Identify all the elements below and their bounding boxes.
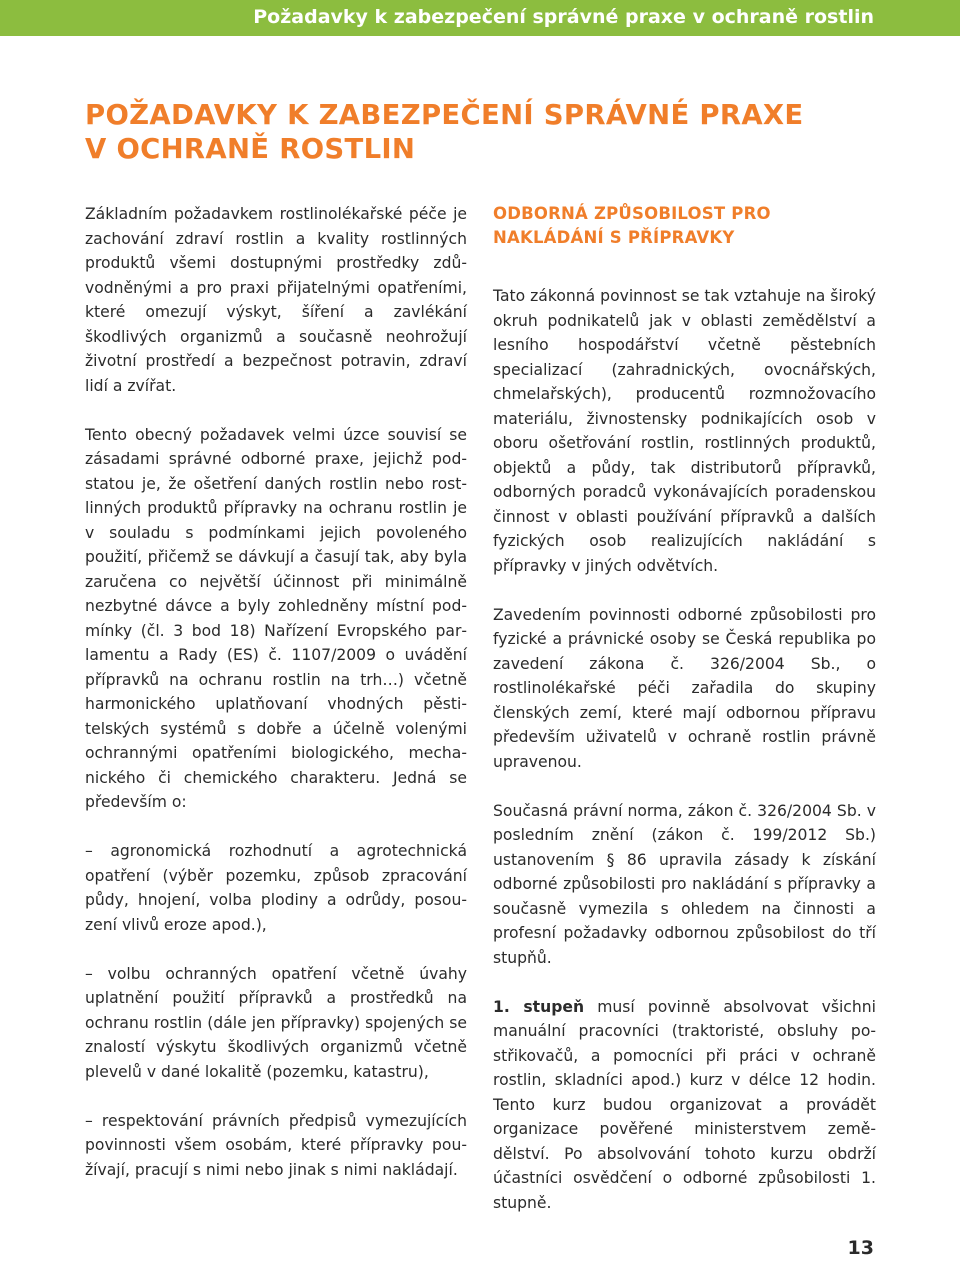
- paragraph-principles: Tento obecný požadavek velmi úzce souvisí se zásadami správné odborné praxe, jejichž podstatou je, že ošetření daných rostlin nebo rostlinných produktů přípravky na ochranu rostlin je v souladu s podmínkami jejich povoleného použití, přičemž se dávkují a časují tak, aby byla zaručena co největší účinnost při minimálně nezbytné dávce a byly zohledněny místní podmínky (čl. 3 bod 18) Nařízení Evropského parlamentu a Rady (ES) č. 1107/2009 o uvádění přípravků na ochranu rostlin na trh…) včetně harmonického uplatňovaní vhodných pěstitelských systémů s dobře a účelně volenými ochrannými opatřeními biologického, mechanického či chemického charakteru. Jedná se především o:: [85, 425, 467, 811]
- section-heading: [493, 202, 876, 250]
- page-title: [85, 98, 804, 166]
- paragraph-current-legislation: Současná právní norma, zákon č. 326/2004 Sb. v posledním znění (zákon č. 199/2012 Sb.) ustanovením § 86 upravila zásady k získání odborné způsobilosti pro nakládání s přípravky a současně vymezila s ohledem na činnosti a profesní požadavky odbornou způsobilost do tří stupňů.: [493, 801, 876, 967]
- paragraph-first-level: [493, 995, 876, 1216]
- running-header-bar: [0, 0, 960, 36]
- first-level-lead: 1. stupeň: [493, 997, 585, 1016]
- running-header-title: Požadavky k zabezpečení správné praxe v ochraně rostlin: [253, 6, 874, 28]
- section-heading-line-2: NAKLÁDÁNÍ S PŘÍPRAVKY: [493, 228, 735, 247]
- list-item-protective-measures: – volbu ochranných opatření včetně úvahy uplatnění použití přípravků a prostředků na ochranu rostlin (dále jen přípravky) spojených se znalostí výskytu škodlivých organizmů včetně plevelů v dané lokalitě (pozemku, katastru),: [85, 964, 467, 1081]
- section-heading-line-1: ODBORNÁ ZPŮSOBILOST PRO: [493, 204, 771, 223]
- page-title-line-2: V OCHRANĚ ROSTLIN: [85, 133, 416, 165]
- first-level-text: musí povinně absolvovat všichni manuální pracovníci (traktoristé, obsluhy postřikovačů, a pomocníci při práci v ochraně rostlin, skladníci apod.) kurz v délce 12 hodin. Tento kurz budou organizovat a provádět organizace pověřené ministerstvem zemědělství. Po absolvování tohoto kurzu obdrží účastníci osvědčení o odborné způsobilosti 1. stupně.: [493, 997, 876, 1212]
- paragraph-scope: Tato zákonná povinnost se tak vztahuje na široký okruh podnikatelů jak v oblasti zemědělství a lesního hospodářství včetně pěstebních specializací (zahradnických, ovocnářských, chmelařských), producentů rozmnožovacího materiálu, živnostensky podnikajících osob v oboru ošetřování rostlin, rostlinných produktů, objektů a půdy, tak distributorů přípravků, odborných poradců vykonávajících poradenskou činnost v oblasti používání přípravků a dalších fyzických osob realizujících nakládání s přípravky v jiných odvětvích.: [493, 287, 876, 575]
- list-item-legal-regulations: – respektování právních předpisů vymezujících povinnosti všem osobám, které přípravky používají, pracují s nimi nebo jinak s nimi nakládají.: [85, 1111, 467, 1179]
- paragraph-introduction-of-obligation: Zavedením povinnosti odborné způsobilosti pro fyzické a právnické osoby se Česká republika po zavedení zákona č. 326/2004 Sb., o rostlinolékařské péči zařadila do skupiny členských zemí, které mají odbornou přípravu především uživatelů v ochraně rostlin právně upravenou.: [493, 605, 876, 771]
- paragraph-intro: Základním požadavkem rostlinolékařské péče je zachování zdraví rostlin a kvality rostlinných produktů všemi dostupnými prostředky zdůvodněnými a pro praxi přijatelnými opatřeními, které omezují výskyt, šíření a zavlékání škodlivých organizmů a současně neohrožují životní prostředí a bezpečnost potravin, zdraví lidí a zvířat.: [85, 205, 467, 395]
- page-number: 13: [847, 1237, 874, 1259]
- left-column: [85, 202, 467, 1182]
- page-title-line-1: POŽADAVKY K ZABEZPEČENÍ SPRÁVNÉ PRAXE: [85, 99, 804, 131]
- right-column: [493, 202, 876, 1215]
- list-item-agronomic: – agronomická rozhodnutí a agrotechnická opatření (výběr pozemku, způsob zpracování půdy, hnojení, volba plodiny a odrůdy, posouzení vlivů eroze apod.),: [85, 842, 467, 934]
